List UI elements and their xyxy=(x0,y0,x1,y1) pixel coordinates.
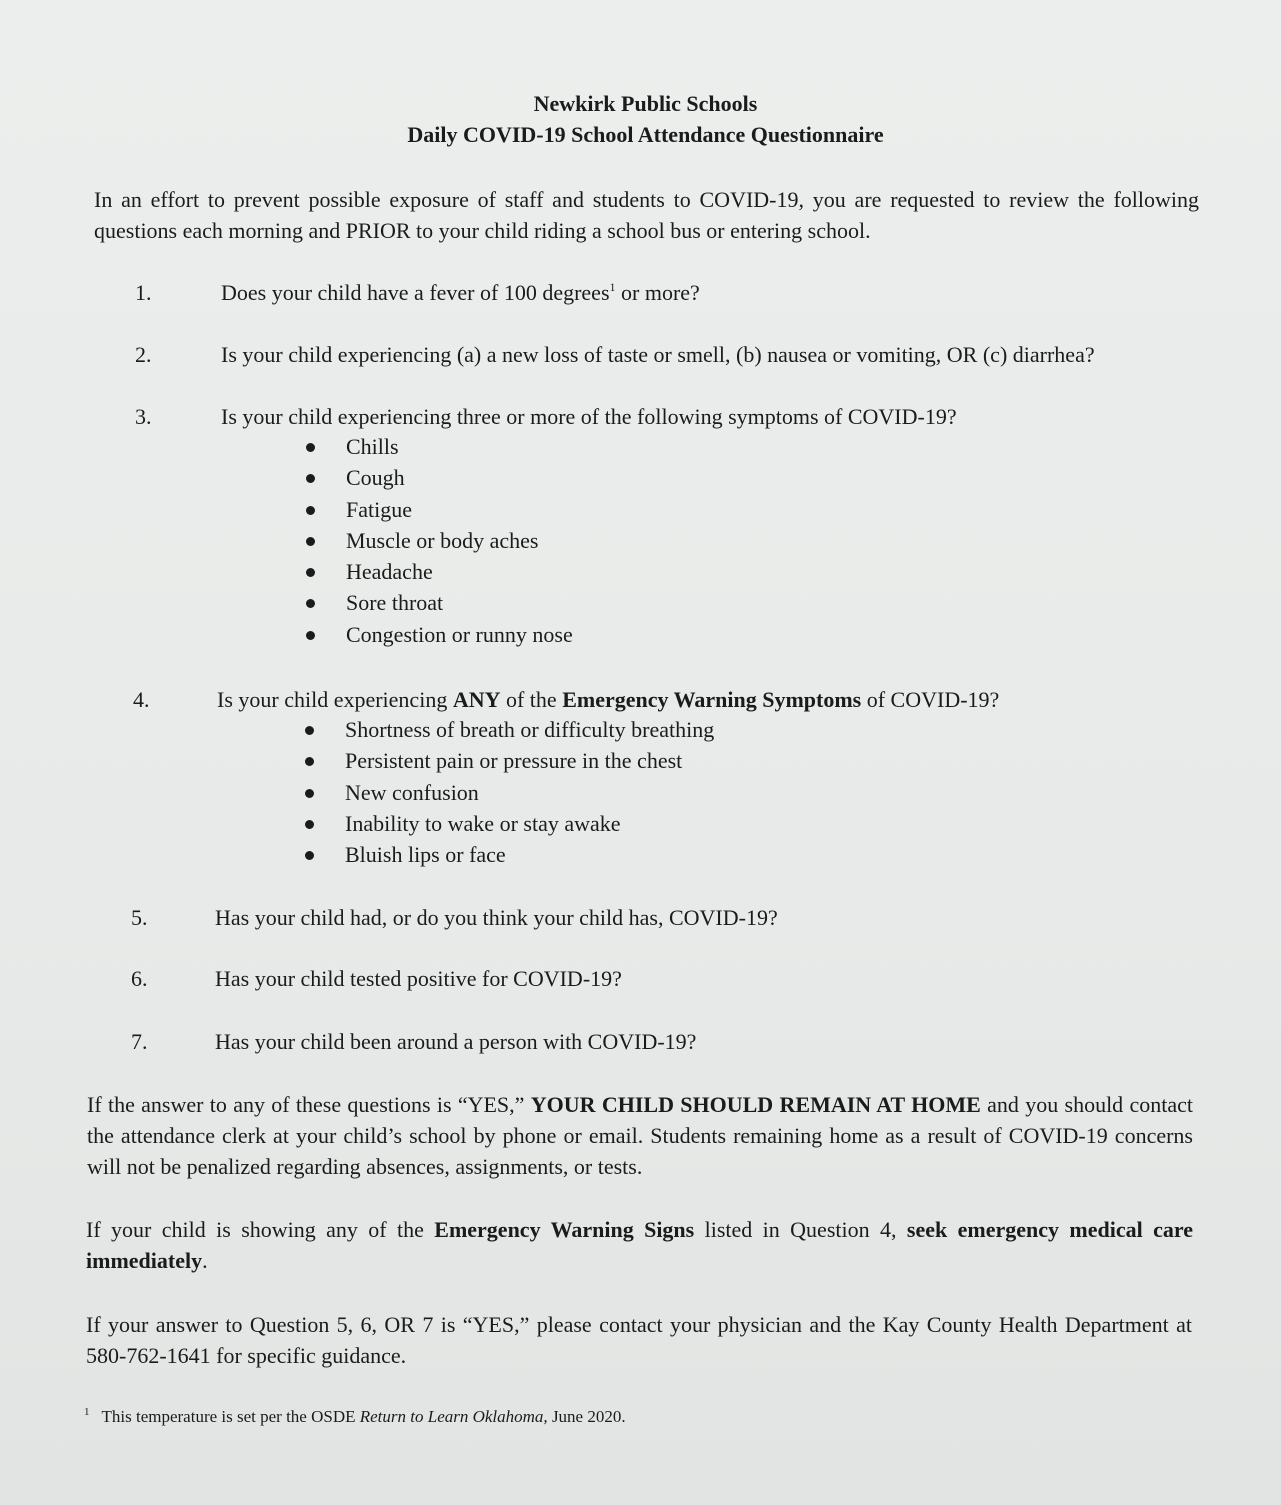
question-text: Is your child experiencing ANY of the Emergency Warning Symptoms of COVID-19? xyxy=(217,687,1000,712)
intro-paragraph: In an effort to prevent possible exposure of staff and students to COVID-19, you are requested to review the following questions each morning and PRIOR to your child riding a school bus or entering school. xyxy=(94,187,1199,243)
list-item: Chills xyxy=(306,431,573,462)
question-number: 3. xyxy=(135,404,152,429)
list-item: Headache xyxy=(306,556,573,587)
bullet-icon xyxy=(306,599,315,608)
list-item: Bluish lips or face xyxy=(305,839,714,870)
footnote-ref: 1 xyxy=(609,280,616,294)
question-number: 2. xyxy=(135,342,152,367)
list-item: Shortness of breath or difficulty breathing xyxy=(305,714,714,745)
bullet-icon xyxy=(305,789,314,798)
question-number: 5. xyxy=(131,905,148,930)
bullet-icon xyxy=(306,506,315,515)
footnote: $^1$ This temperature is set per the OSDE Return to Learn Oklahoma, June 2020. xyxy=(84,1406,626,1426)
question-text: Has your child tested positive for COVID-19? xyxy=(215,966,622,991)
contact-paragraph: If your answer to Question 5, 6, OR 7 is “YES,” please contact your physician and the Kay County Health Department at 580-762-1641 for specific guidance. xyxy=(86,1312,1192,1368)
bullet-icon xyxy=(305,726,314,735)
school-name: Newkirk Public Schools xyxy=(533,91,758,116)
list-item: Inability to wake or stay awake xyxy=(305,808,714,839)
list-item: Muscle or body aches xyxy=(306,525,573,556)
question-number: 1. xyxy=(135,280,152,305)
symptom-list xyxy=(306,431,573,650)
bullet-icon xyxy=(306,631,315,640)
remain-home-emphasis: YOUR CHILD SHOULD REMAIN AT HOME xyxy=(530,1092,981,1117)
list-item: Congestion or runny nose xyxy=(306,619,573,650)
bullet-icon xyxy=(306,474,315,483)
bullet-icon xyxy=(306,537,315,546)
question-text: Has your child been around a person with COVID-19? xyxy=(215,1029,697,1054)
document-title: Daily COVID-19 School Attendance Questionnaire xyxy=(407,122,884,147)
document-header xyxy=(0,88,1281,150)
bullet-icon xyxy=(305,757,314,766)
list-item: Persistent pain or pressure in the chest xyxy=(305,745,714,776)
list-item: Fatigue xyxy=(306,494,573,525)
question-text: Has your child had, or do you think your child has, COVID-19? xyxy=(215,905,778,930)
list-item: New confusion xyxy=(305,777,714,808)
question-number: 6. xyxy=(131,966,148,991)
bullet-icon xyxy=(306,443,315,452)
footnote-mark: 1 xyxy=(84,1406,90,1418)
list-item: Cough xyxy=(306,462,573,493)
bullet-icon xyxy=(305,851,314,860)
question-text: Is your child experiencing (a) a new loss of taste or smell, (b) nausea or vomiting, OR (c) diarrhea? xyxy=(221,342,1095,367)
question-text: Does your child have a fever of 100 degrees$^1$ or more? xyxy=(221,280,700,305)
remain-home-paragraph: If the answer to any of these questions is “YES,” YOUR CHILD SHOULD REMAIN AT HOME and you should contact the attendance clerk at your child’s school by phone or email. Students remaining home as a result of COVID-19 concerns will not be penalized regarding absences, assignments, or tests. xyxy=(87,1092,1194,1179)
bullet-icon xyxy=(305,820,314,829)
question-text: Is your child experiencing three or more of the following symptoms of COVID-19? xyxy=(221,404,957,429)
bullet-icon xyxy=(306,568,315,577)
emergency-symptom-list xyxy=(305,714,714,870)
question-number: 4. xyxy=(133,687,150,712)
emergency-paragraph: If your child is showing any of the Emergency Warning Signs listed in Question 4, seek emergency medical care immediately. xyxy=(86,1217,1193,1273)
list-item: Sore throat xyxy=(306,587,573,618)
question-number: 7. xyxy=(131,1029,148,1054)
